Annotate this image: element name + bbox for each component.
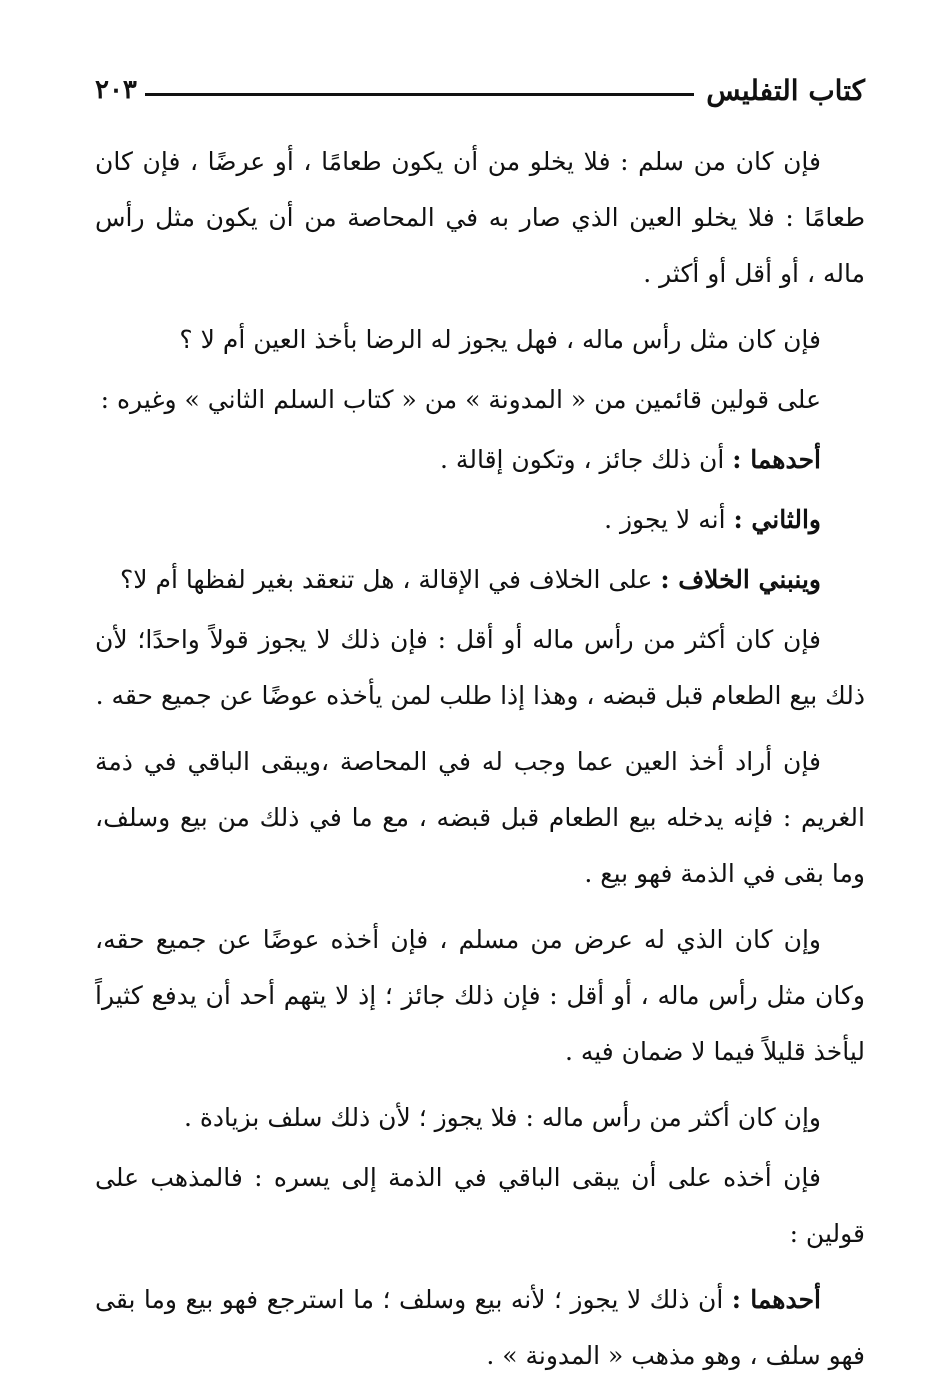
paragraph-2 — [95, 312, 865, 368]
paragraph-4 — [95, 432, 865, 488]
paragraph-11 — [95, 1150, 865, 1262]
paragraph-text: على قولين قائمين من « المدونة » من « كتاب السلم الثاني » وغيره : — [100, 385, 821, 414]
header-rule — [145, 93, 694, 96]
paragraph-12 — [95, 1272, 865, 1384]
paragraph-7 — [95, 612, 865, 724]
paragraph-9 — [95, 912, 865, 1080]
paragraph-lead: والثاني : — [733, 505, 821, 534]
paragraph-text: على الخلاف في الإقالة ، هل تنعقد بغير لفظها أم لا؟ — [120, 565, 661, 594]
page-number: ٢٠٣ — [95, 75, 137, 105]
paragraph-text: فإن أخذه على أن يبقى الباقي في الذمة إلى يسره : فالمذهب على قولين : — [95, 1163, 865, 1248]
paragraph-text: فإن كان أكثر من رأس ماله أو أقل : فإن ذلك لا يجوز قولاً واحدًا؛ لأن ذلك بيع الطعام قبل قبضه ، وهذا إذا طلب لمن يأخذه عوضًا عن جميع حقه . — [95, 625, 865, 710]
paragraph-5 — [95, 492, 865, 548]
paragraph-text: فإن كان من سلم : فلا يخلو من أن يكون طعامًا ، أو عرضًا ، فإن كان طعامًا : فلا يخلو العين الذي صار به في المحاصة من أن يكون مثل رأس ماله ، أو أقل أو أكثر . — [95, 147, 865, 288]
paragraph-lead: أحدهما : — [732, 445, 821, 474]
paragraph-text: أن ذلك جائز ، وتكون إقالة . — [440, 445, 733, 474]
paragraph-text: أن ذلك لا يجوز ؛ لأنه بيع وسلف ؛ ما استرجع فهو بيع وما بقى فهو سلف ، وهو مذهب « المدونة » . — [95, 1285, 865, 1370]
paragraph-text: أنه لا يجوز . — [604, 505, 734, 534]
paragraph-3 — [95, 372, 865, 428]
paragraph-text: وإن كان أكثر من رأس ماله : فلا يجوز ؛ لأن ذلك سلف بزيادة . — [183, 1103, 821, 1132]
paragraph-text: فإن أراد أخذ العين عما وجب له في المحاصة ،ويبقى الباقي في ذمة الغريم : فإنه يدخله بيع الطعام قبل قبضه ، مع ما في ذلك من بيع وسلف، وما بقى في الذمة فهو بيع . — [95, 747, 865, 888]
chapter-title: كتاب التفليس — [706, 73, 865, 107]
paragraph-10 — [95, 1090, 865, 1146]
paragraph-8 — [95, 734, 865, 902]
paragraph-lead: أحدهما : — [731, 1285, 821, 1314]
paragraph-text: فإن كان مثل رأس ماله ، فهل يجوز له الرضا بأخذ العين أم لا ؟ — [179, 325, 821, 354]
paragraph-1 — [95, 134, 865, 302]
paragraph-6 — [95, 552, 865, 608]
paragraph-text: وإن كان الذي له عرض من مسلم ، فإن أخذه عوضًا عن جميع حقه، وكان مثل رأس ماله ، أو أقل : فإن ذلك جائز ؛ إذ لا يتهم أحد أن يدفع كثيراً ليأخذ قليلاً فيما لا ضمان فيه . — [95, 925, 865, 1066]
page-body — [95, 134, 865, 1394]
paragraph-lead: وينبني الخلاف : — [660, 565, 821, 594]
page-header — [95, 70, 865, 110]
